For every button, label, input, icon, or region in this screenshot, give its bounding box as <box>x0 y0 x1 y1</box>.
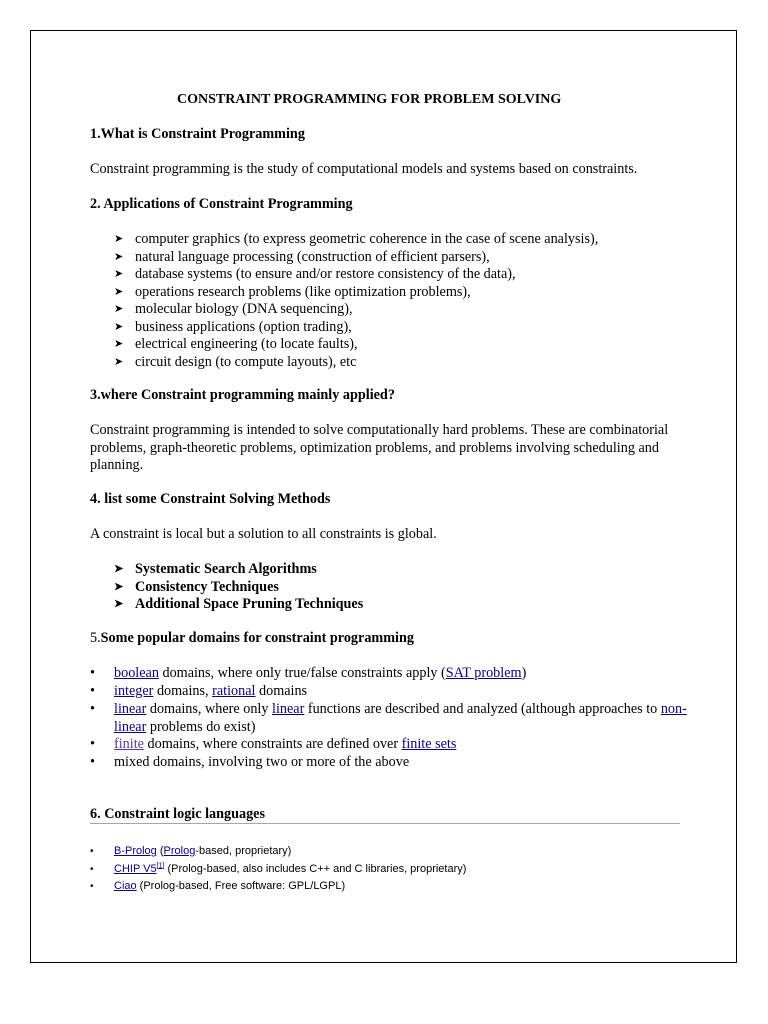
document-title: CONSTRAINT PROGRAMMING FOR PROBLEM SOLVING <box>177 92 562 107</box>
integer-link[interactable]: integer <box>114 683 154 699</box>
list-item: ➤ natural language processing (construction of efficient parsers), <box>114 248 490 265</box>
bullet-icon: • <box>90 754 95 770</box>
linear-link[interactable]: linear <box>114 701 147 717</box>
bullet-icon: • <box>90 701 95 717</box>
list-item: ➤ Consistency Techniques <box>114 578 279 595</box>
arrow-bullet-icon: ➤ <box>114 303 124 315</box>
bullet-icon: • <box>90 846 94 857</box>
rational-link[interactable]: rational <box>212 683 256 699</box>
chip-v5-link[interactable]: CHIP V5 <box>114 862 157 875</box>
list-item: • linear domains, where only linear functions are described and analyzed (although approaches to non-linear problems do exist) <box>90 701 687 735</box>
arrow-bullet-icon: ➤ <box>114 338 124 350</box>
bullet-icon: • <box>90 665 95 681</box>
arrow-bullet-icon: ➤ <box>114 355 124 368</box>
list-item: ➤ Systematic Search Algorithms <box>114 561 317 577</box>
section-5-heading: 5.Some popular domains for constraint programming <box>90 630 414 646</box>
arrow-bullet-icon: ➤ <box>114 598 124 610</box>
list-item: • mixed domains, involving two or more of the above <box>90 754 410 770</box>
arrow-bullet-icon: ➤ <box>114 233 124 245</box>
languages-list <box>90 843 466 896</box>
section-1-heading: 1.What is Constraint Programming <box>90 126 305 142</box>
list-item: ➤ database systems (to ensure and/or restore consistency of the data), <box>114 266 516 282</box>
list-item: • integer domains, rational domains <box>90 683 308 699</box>
bullet-icon: • <box>90 863 94 875</box>
list-item: ➤ circuit design (to compute layouts), etc <box>114 353 357 370</box>
applications-list <box>114 231 598 371</box>
list-item: ➤ computer graphics (to express geometric coherence in the case of scene analysis), <box>114 231 599 247</box>
section-4-heading: 4. list some Constraint Solving Methods <box>90 491 331 507</box>
list-item: • boolean domains, where only true/false constraints apply (SAT problem) <box>90 665 527 681</box>
list-item: • finite domains, where constraints are defined over finite sets <box>90 736 457 752</box>
section-2-heading: 2. Applications of Constraint Programming <box>90 196 353 212</box>
b-prolog-link[interactable]: B-Prolog <box>114 845 157 857</box>
list-item: ➤ operations research problems (like optimization problems), <box>114 283 471 300</box>
non-linear-link[interactable]: non-linear <box>114 701 687 735</box>
arrow-bullet-icon: ➤ <box>114 580 124 593</box>
list-item: • B-Prolog (Prolog-based, proprietary) <box>90 843 466 861</box>
section-6-heading: 6. Constraint logic languages <box>90 806 265 822</box>
list-item: ➤ molecular biology (DNA sequencing), <box>114 301 353 317</box>
arrow-bullet-icon: ➤ <box>114 285 124 298</box>
list-item: • CHIP V5[1] (Prolog-based, also includes C++ and C libraries, proprietary) <box>90 861 466 879</box>
sat-problem-link[interactable]: SAT problem <box>445 665 522 681</box>
arrow-bullet-icon: ➤ <box>114 250 124 263</box>
domains-list <box>90 665 690 772</box>
bullet-icon: • <box>90 881 94 892</box>
list-item: • Ciao (Prolog-based, Free software: GPL/LGPL) <box>90 878 466 896</box>
linear-function-link[interactable]: linear <box>272 701 305 717</box>
arrow-bullet-icon: ➤ <box>114 563 124 575</box>
list-item: ➤ electrical engineering (to locate faults), <box>114 336 358 352</box>
prolog-link[interactable]: Prolog <box>163 845 196 857</box>
bullet-icon: • <box>90 683 95 699</box>
finite-sets-link[interactable]: finite sets <box>401 736 457 752</box>
list-item: ➤ Additional Space Pruning Techniques <box>114 596 364 612</box>
section-divider <box>90 823 680 824</box>
section-3-heading: 3.where Constraint programming mainly applied? <box>90 387 395 403</box>
section-3-text: Constraint programming is intended to solve computationally hard problems. These are combinatorial problems, graph-theoretic problems, optimization problems, and problems involving scheduling and planning. <box>90 422 669 473</box>
methods-list <box>114 561 363 614</box>
section-1-text: Constraint programming is the study of computational models and systems based on constraints. <box>90 161 638 177</box>
citation-link[interactable]: [1] <box>156 861 165 869</box>
section-4-text: A constraint is local but a solution to all constraints is global. <box>90 526 437 542</box>
list-item: ➤ business applications (option trading), <box>114 318 352 335</box>
boolean-link[interactable]: boolean <box>114 665 159 681</box>
ciao-link[interactable]: Ciao <box>114 880 137 892</box>
arrow-bullet-icon: ➤ <box>114 320 124 333</box>
arrow-bullet-icon: ➤ <box>114 268 124 280</box>
finite-link[interactable]: finite <box>114 736 144 752</box>
bullet-icon: • <box>90 736 95 752</box>
